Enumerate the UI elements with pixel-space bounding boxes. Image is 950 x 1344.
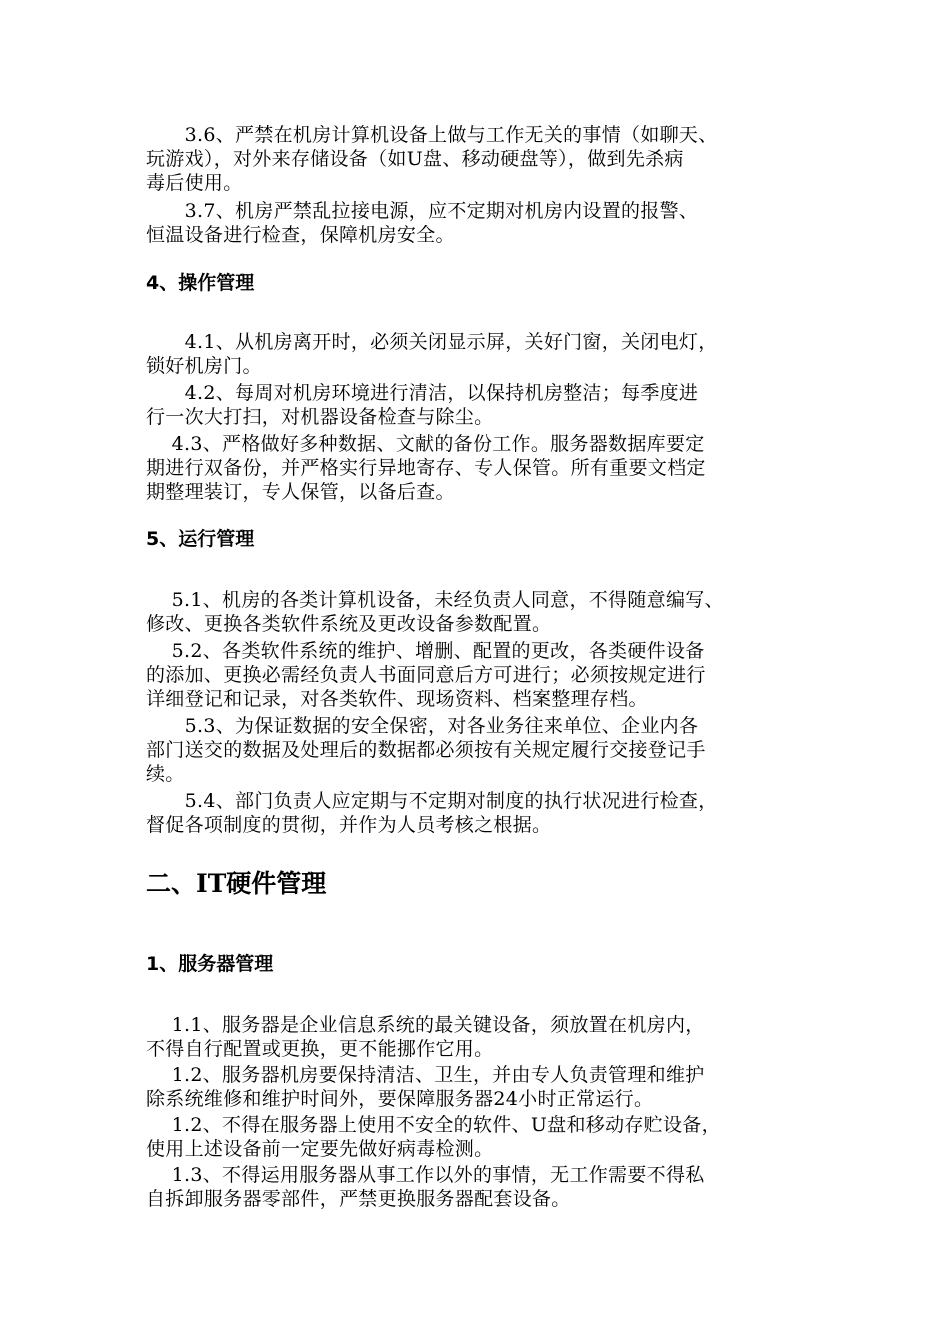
paragraph-5-1: 5.1、机房的各类计算机设备，未经负责人同意，不得随意编写、 修改、更换各类软件系统及更改设备参数配置。 [146,589,724,635]
paragraph-3-6: 3.6、严禁在机房计算机设备上做与工作无关的事情（如聊天、 玩游戏），对外来存储设备（如U盘、移动硬盘等），做到先杀病 毒后使用。 [146,124,718,194]
paragraph-1-2b: 1.2、不得在服务器上使用不安全的软件、U盘和移动存贮设备， 使用上述设备前一定要先做好病毒检测。 [146,1114,721,1160]
heading-server-management: 1、服务器管理 [146,953,274,975]
paragraph-5-3: 5.3、为保证数据的安全保密，对各业务往来单位、企业内各 部门送交的数据及处理后的数据都必须按有关规定履行交接登记手 续。 [146,715,706,785]
paragraph-1-1: 1.1、服务器是企业信息系统的最关键设备，须放置在机房内， 不得自行配置或更换，更不能挪作它用。 [146,1014,705,1060]
paragraph-4-3: 4.3、严格做好多种数据、文献的备份工作。服务器数据库要定 期进行双备份，并严格实行异地寄存、专人保管。所有重要文档定 期整理装订，专人保管，以备后查。 [146,433,706,503]
paragraph-5-2: 5.2、各类软件系统的维护、增删、配置的更改，各类硬件设备 的添加、更换必需经负责人书面同意后方可进行；必须按规定进行 详细登记和记录，对各类软件、现场资料、档案整理存档。 [146,640,706,710]
paragraph-4-1: 4.1、从机房离开时，必须关闭显示屏，关好门窗，关闭电灯， 锁好机房门。 [146,331,718,377]
paragraph-1-3: 1.3、不得运用服务器从事工作以外的事情，无工作需要不得私 自拆卸服务器零部件，严禁更换服务器配套设备。 [146,1164,705,1210]
paragraph-3-7: 3.7、机房严禁乱拉接电源，应不定期对机房内设置的报警、 恒温设备进行检查，保障机房安全。 [146,200,699,246]
heading-it-hardware-management: 二、IT硬件管理 [146,869,327,898]
paragraph-4-2: 4.2、每周对机房环境进行清洁，以保持机房整洁；每季度进 行一次大打扫，对机器设备检查与除尘。 [146,382,699,428]
heading-operation-management: 4、操作管理 [146,272,255,294]
paragraph-1-2a: 1.2、服务器机房要保持清洁、卫生，并由专人负责管理和维护 除系统维修和维护时间外，要保障服务器24小时正常运行。 [146,1064,705,1110]
heading-run-management: 5、运行管理 [146,528,255,550]
paragraph-5-4: 5.4、部门负责人应定期与不定期对制度的执行状况进行检查， 督促各项制度的贯彻，并作为人员考核之根据。 [146,790,718,836]
